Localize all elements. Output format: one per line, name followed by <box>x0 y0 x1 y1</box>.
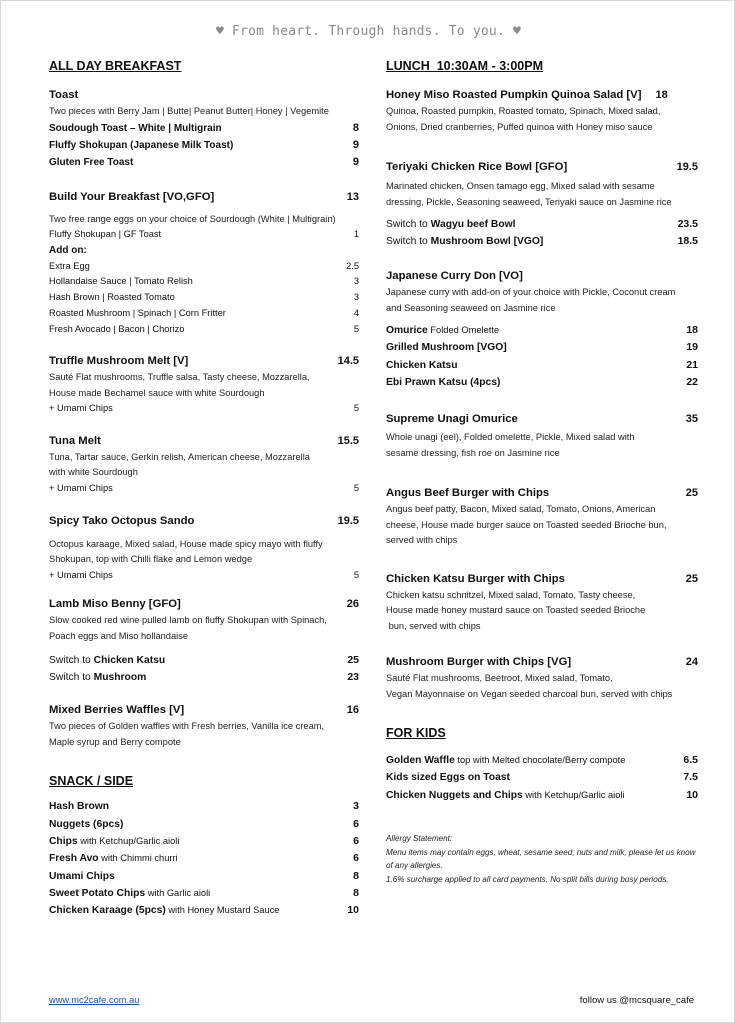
kids-label <box>386 769 510 786</box>
snack-label <box>49 902 279 919</box>
curry-option-detail: Folded Omelette <box>427 325 500 335</box>
heart-icon: ♥ <box>215 24 224 39</box>
switch-option <box>49 652 359 669</box>
item-name: Truffle Mushroom Melt [V] <box>49 355 189 368</box>
item-name: Lamb Miso Benny [GFO] <box>49 598 181 611</box>
curry-option-price: 22 <box>686 375 698 388</box>
extra-label: + Umami Chips <box>49 482 113 493</box>
item-price: 24 <box>685 656 698 669</box>
extra-price: 5 <box>353 403 359 414</box>
switch-label <box>49 652 165 669</box>
switch-option <box>386 233 698 250</box>
menu-item-teriyaki-bowl <box>386 159 698 250</box>
menu-item-curry-don <box>386 268 698 391</box>
snack-price: 6 <box>353 852 359 865</box>
item-name: Angus Beef Burger with Chips <box>386 487 550 500</box>
kids-label <box>386 752 625 769</box>
curry-option-name: Omurice <box>386 325 428 336</box>
item-description: Sauté Flat mushrooms, Beetroot, Mixed salad, Tomato, <box>386 673 613 684</box>
curry-option-price: 18 <box>686 324 698 336</box>
allergy-statement <box>386 832 696 886</box>
snack-label <box>49 816 123 833</box>
menu-item-unagi-omurice <box>386 411 698 461</box>
switch-prefix: Switch to <box>49 672 94 684</box>
menu-item-tako-sando <box>49 513 359 584</box>
switch-label <box>386 233 543 250</box>
kids-name: Kids sized Eggs on Toast <box>386 772 510 784</box>
item-price: 14.5 <box>337 355 359 368</box>
option-price: 9 <box>352 155 359 168</box>
item-price: 19.5 <box>676 161 698 173</box>
snack-price: 10 <box>347 904 359 917</box>
curry-option-name: Ebi Prawn Katsu (4pcs) <box>386 376 501 388</box>
snack-label <box>49 885 210 902</box>
item-extra <box>49 481 359 497</box>
snack-item <box>49 816 359 833</box>
item-price: 26 <box>346 598 359 611</box>
snack-detail: with Garlic aioli <box>145 887 211 898</box>
allergy-title: Allergy Statement: <box>386 834 453 844</box>
extra-label: + Umami Chips <box>49 403 113 414</box>
switch-label <box>49 669 146 686</box>
curry-option-name: Chicken Katsu <box>386 359 458 371</box>
item-price: 19.5 <box>337 514 359 527</box>
item-price: 25 <box>685 487 698 500</box>
item-name: Toast <box>49 89 79 101</box>
kids-detail: with Ketchup/Garlic aioli <box>522 789 625 800</box>
menu-item-build-breakfast <box>49 189 359 338</box>
kids-price: 6.5 <box>683 754 698 767</box>
snack-price: 6 <box>353 834 359 847</box>
kids-detail: top with Melted chocolate/Berry compote <box>454 755 626 766</box>
addon-price: 3 <box>353 276 359 287</box>
curry-option-price: 21 <box>686 358 698 371</box>
switch-prefix: Switch to <box>386 219 431 230</box>
curry-option-label <box>386 322 499 339</box>
snack-label <box>49 833 179 850</box>
item-option <box>49 137 359 154</box>
option-price: 1 <box>353 229 359 239</box>
item-description: Whole unagi (eel), Folded omelette, Pickle, Mixed salad with sesame dressing, fish roe on Jasmine rice <box>386 432 635 458</box>
item-description: House made honey mustard sauce on Toasted seeded Brioche <box>386 605 646 616</box>
item-description: Japanese curry with add-on of your choice with Pickle, Coconut cream and Seasoning seaweed on Jasmine rice <box>386 287 676 313</box>
item-description: Chicken katsu schnitzel, Mixed salad, Tomato, Tasty cheese, <box>386 589 636 600</box>
addon-row <box>49 259 359 275</box>
extra-price: 5 <box>353 569 359 580</box>
switch-name: Wagyu beef Bowl <box>430 219 516 230</box>
switch-prefix: Switch to <box>49 655 94 667</box>
item-description: Octopus karaage, Mixed salad, House made spicy mayo with fluffy Shokupan, top with Chilli flake and Lemon wedge <box>49 538 323 565</box>
addon-price: 3 <box>353 292 359 303</box>
switch-price: 18.5 <box>677 235 698 247</box>
right-column <box>386 59 698 886</box>
addon-heading: Add on: <box>49 244 87 256</box>
item-description: Marinated chicken, Onsen tamago egg, Mixed salad with sesame dressing, Pickle, Seasoning seaweed, Teriyaki sauce on Jasmine rice <box>386 181 672 207</box>
kids-item <box>386 769 698 786</box>
snack-name: Hash Brown <box>49 801 110 813</box>
snack-list <box>49 798 359 919</box>
snack-label <box>49 850 178 867</box>
item-price: 18 <box>655 89 668 101</box>
section-title-lunch: LUNCH 10:30AM - 3:00PM <box>386 59 543 73</box>
menu-item-katsu-burger <box>386 571 698 635</box>
menu-item-angus-burger <box>386 485 698 549</box>
addon-row <box>49 290 359 306</box>
switch-price: 25 <box>347 654 359 667</box>
snack-name: Fresh Avo <box>49 853 99 865</box>
item-option <box>49 154 359 171</box>
switch-option <box>386 216 698 233</box>
option-label: Soudough Toast – White | Multigrain <box>49 122 222 134</box>
kids-item <box>386 787 698 804</box>
item-description: Two free range eggs on your choice of Sourdough (White | Multigrain) <box>49 213 336 224</box>
kids-label <box>386 787 625 804</box>
item-price: 15.5 <box>337 434 359 447</box>
menu-item-mushroom-burger <box>386 654 698 702</box>
snack-name: Sweet Potato Chips <box>49 887 146 899</box>
extra-price: 5 <box>353 482 359 493</box>
switch-price: 23.5 <box>677 218 698 230</box>
addon-label: Fresh Avocado | Bacon | Chorizo <box>49 323 185 334</box>
addon-price: 2.5 <box>346 260 359 271</box>
curry-option-label <box>386 339 507 356</box>
website-link[interactable]: www.mc2cafe.com.au <box>49 995 140 1005</box>
switch-price: 23 <box>347 671 359 684</box>
surcharge-text: 1.6% surcharge applied to all card payments. No split bills during busy periods. <box>386 874 669 884</box>
snack-name: Umami Chips <box>49 870 115 882</box>
item-name: Mixed Berries Waffles [V] <box>49 704 185 717</box>
item-price: 35 <box>685 413 698 426</box>
heart-icon: ♥ <box>512 24 522 39</box>
snack-price: 6 <box>353 817 359 830</box>
addon-row <box>49 322 359 338</box>
social-handle: follow us @mcsquare_cafe <box>579 995 694 1006</box>
snack-detail: with Chimmi churri <box>98 853 178 864</box>
curry-option <box>386 374 698 391</box>
tagline-text: From heart. Through hands. To you. <box>232 24 505 39</box>
item-description: Two pieces with Berry Jam | Butte| Peanut Butter| Honey | Vegemite <box>49 106 329 116</box>
item-name: Japanese Curry Don [VO] <box>386 270 523 282</box>
extra-label: + Umami Chips <box>49 569 113 580</box>
snack-label <box>49 798 109 815</box>
item-price: 25 <box>685 572 698 585</box>
item-description: bun, served with chips <box>386 620 481 631</box>
addon-label: Hollandaise Sauce | Tomato Relish <box>49 276 193 287</box>
addon-label: Hash Brown | Roasted Tomato <box>49 292 175 303</box>
switch-name: Mushroom <box>93 672 147 684</box>
snack-price: 3 <box>353 800 359 813</box>
menu-item-waffles <box>49 702 359 750</box>
item-name: Spicy Tako Octopus Sando <box>49 514 195 527</box>
kids-item <box>386 752 698 769</box>
option-price: 9 <box>352 138 359 151</box>
curry-option-label <box>386 357 458 374</box>
item-name: Tuna Melt <box>49 434 101 447</box>
curry-option <box>386 357 698 374</box>
tagline-header <box>1 24 735 39</box>
snack-item <box>49 868 359 885</box>
section-title-snack: SNACK / SIDE <box>49 774 134 789</box>
kids-price: 10 <box>686 788 698 801</box>
menu-item-quinoa-salad <box>386 87 698 135</box>
addon-row <box>49 274 359 290</box>
snack-name: Chips <box>49 835 78 847</box>
item-description: Vegan Mayonnaise on Vegan seeded charcoal bun, served with chips <box>386 688 673 699</box>
snack-price: 8 <box>353 886 359 899</box>
menu-item-lamb-benny <box>49 596 359 686</box>
item-name: Honey Miso Roasted Pumpkin Quinoa Salad [V] <box>386 89 642 101</box>
snack-price: 8 <box>353 869 359 882</box>
item-price: 13 <box>346 190 359 203</box>
snack-detail: with Ketchup/Garlic aioli <box>77 835 180 846</box>
kids-name: Chicken Nuggets and Chips <box>386 789 523 801</box>
addon-label: Roasted Mushroom | Spinach | Corn Fritter <box>49 307 226 318</box>
addon-price: 4 <box>353 307 359 318</box>
option-label: Fluffy Shokupan | GF Toast <box>49 229 162 239</box>
curry-option-label <box>386 374 500 391</box>
item-name: Supreme Unagi Omurice <box>386 413 518 426</box>
snack-item <box>49 902 359 919</box>
item-description: Angus beef patty, Bacon, Mixed salad, Tomato, Onions, American cheese, House made burger sauce on Toasted seeded Brioche bun, served with chips <box>386 504 667 546</box>
snack-name: Chicken Karaage (5pcs) <box>49 905 166 917</box>
item-description: Quinoa, Roasted pumpkin, Roasted tomato, Spinach, Mixed salad, Onions, Dried cranberries, Puffed quinoa with Honey miso sauce <box>386 106 661 132</box>
menu-item-toast <box>49 87 359 171</box>
option-label: Gluten Free Toast <box>49 156 134 168</box>
switch-prefix: Switch to <box>386 236 431 247</box>
kids-price: 7.5 <box>683 771 698 784</box>
menu-item-truffle-melt <box>49 353 359 417</box>
switch-option <box>49 669 359 686</box>
item-description: Two pieces of Golden waffles with Fresh berries, Vanilla ice cream, Maple syrup and Berry compote <box>49 721 325 747</box>
snack-item <box>49 833 359 850</box>
curry-option <box>386 339 698 356</box>
section-title-breakfast: ALL DAY BREAKFAST <box>49 59 182 73</box>
section-title-kids: FOR KIDS <box>386 726 446 741</box>
switch-name: Mushroom Bowl [VGO] <box>430 236 544 247</box>
option-price: 8 <box>352 121 359 134</box>
item-option <box>49 120 359 137</box>
item-description: Slow cooked red wine pulled lamb on fluffy Shokupan with Spinach, Poach eggs and Miso hollandaise <box>49 615 327 641</box>
curry-option-price: 19 <box>686 341 698 354</box>
kids-name: Golden Waffle <box>386 755 455 767</box>
switch-name: Chicken Katsu <box>93 655 166 667</box>
addon-label: Extra Egg <box>49 260 90 271</box>
allergy-text: Menu items may contain eggs, wheat, sesame seed, nuts and milk, please let us know of any allergies. <box>386 847 696 871</box>
item-description: Tuna, Tartar sauce, Gerkin relish, American cheese, Mozzarella with white Sourdough <box>49 451 310 478</box>
item-name: Chicken Katsu Burger with Chips <box>386 572 565 585</box>
snack-item <box>49 798 359 815</box>
curry-option-name: Grilled Mushroom [VGO] <box>386 342 507 354</box>
switch-label <box>386 216 516 233</box>
item-description: Sauté Flat mushrooms, Truffle salsa, Tasty cheese, Mozzarella, House made Bechamel sauce with white Sourdough <box>49 372 310 398</box>
addon-row <box>49 306 359 322</box>
snack-name: Nuggets (6pcs) <box>49 818 124 830</box>
item-name: Mushroom Burger with Chips [VG] <box>386 656 572 669</box>
item-extra <box>49 568 359 584</box>
item-price: 16 <box>346 704 359 717</box>
item-name: Teriyaki Chicken Rice Bowl [GFO] <box>386 161 568 173</box>
snack-item <box>49 850 359 867</box>
item-extra <box>49 401 359 417</box>
addon-price: 5 <box>353 323 359 334</box>
curry-option <box>386 322 698 339</box>
left-column <box>49 59 359 919</box>
item-option <box>49 227 359 243</box>
snack-label <box>49 868 115 885</box>
snack-detail: with Honey Mustard Sauce <box>165 905 280 916</box>
menu-item-tuna-melt <box>49 433 359 497</box>
kids-list <box>386 752 698 804</box>
option-label: Fluffy Shokupan (Japanese Milk Toast) <box>49 139 234 151</box>
snack-item <box>49 885 359 902</box>
item-name: Build Your Breakfast [VO,GFO] <box>49 190 215 203</box>
